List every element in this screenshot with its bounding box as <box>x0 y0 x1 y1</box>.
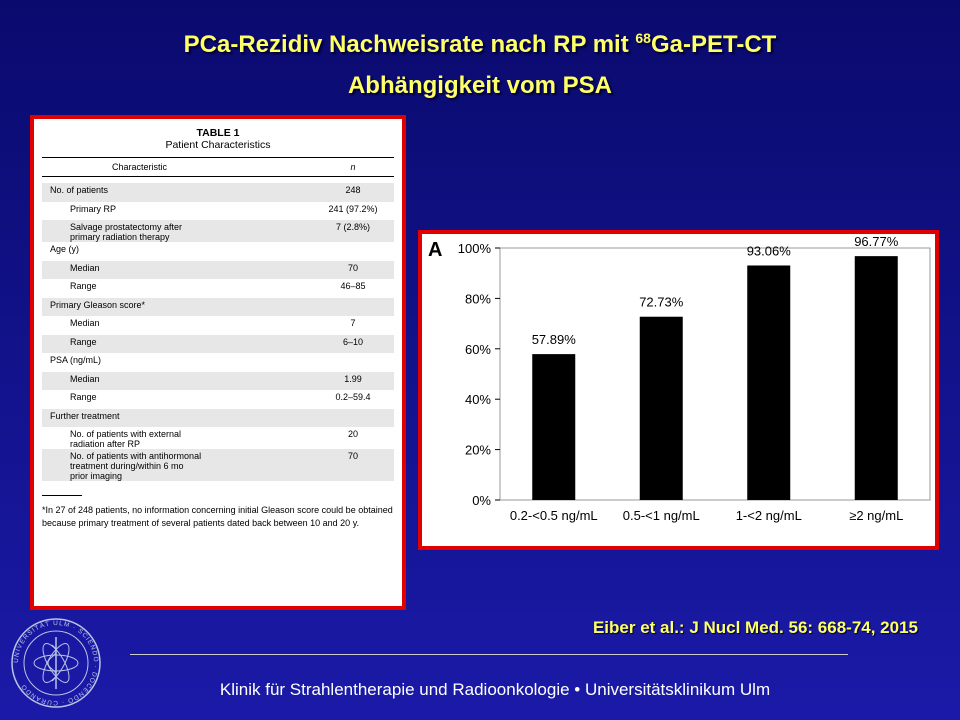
row-label: Range <box>70 392 97 402</box>
row-value: 6–10 <box>342 336 364 347</box>
data-label: 72.73% <box>639 294 684 310</box>
footer-divider <box>130 654 848 655</box>
x-tick-label: 1-<2 ng/mL <box>735 508 802 523</box>
table-row <box>42 390 394 409</box>
row-label: Median <box>70 373 100 384</box>
row-label: Further treatment <box>50 410 120 421</box>
panel-label: A <box>428 239 443 261</box>
table-title: TABLE 1 <box>196 127 240 139</box>
row-value: 248 <box>345 185 361 195</box>
y-tick-label: 60% <box>464 341 491 357</box>
row-value: 7 (2.8%) <box>335 222 370 232</box>
table-row <box>42 316 394 335</box>
row-label: Range <box>70 336 97 347</box>
table-row <box>42 353 394 372</box>
table-row <box>42 220 394 242</box>
row-label: Primary Gleason score* <box>50 299 146 310</box>
footer-text: Klinik für Strahlentherapie und Radioonkologie • Universitätsklinikum Ulm <box>219 680 771 699</box>
row-label: No. of patients with external radiation after RP <box>70 429 182 449</box>
table-row <box>42 202 394 221</box>
data-label: 93.06% <box>746 243 791 259</box>
row-label: Salvage prostatectomy after primary radiation therapy <box>70 222 183 242</box>
table-row <box>42 298 394 317</box>
slide-title: PCa-Rezidiv Nachweisrate nach RP mit $^{68}$Ga-PET-CT <box>183 30 777 58</box>
y-tick-label: 40% <box>464 392 491 408</box>
table-row <box>42 183 394 202</box>
x-tick-label: 0.5-<1 ng/mL <box>622 508 700 523</box>
table-subtitle: Patient Characteristics <box>165 139 271 151</box>
row-label: Age (y) <box>50 244 80 254</box>
bar <box>855 256 898 500</box>
svg-text:UNIVERSITÄT ULM · SCIENDO · DO: UNIVERSITÄT ULM · SCIENDO · DOCENDO · CURANDO <box>12 619 100 707</box>
row-label: Median <box>70 262 100 273</box>
citation: Eiber et al.: J Nucl Med. 56: 668-74, 2015 <box>592 618 918 637</box>
table-footnote: *In 27 of 248 patients, no information concerning initial Gleason score could be obtained because primary treatment of several patients dated back between 10 and 20 y. <box>42 505 393 528</box>
row-value: 0.2–59.4 <box>335 392 371 402</box>
table-row <box>42 427 394 449</box>
row-value: 1.99 <box>344 373 362 384</box>
row-value: 70 <box>347 262 358 273</box>
patient-table <box>42 125 394 530</box>
row-value: 20 <box>347 429 358 439</box>
footnote-divider <box>42 495 82 496</box>
row-label: Median <box>70 318 100 328</box>
row-value: 241 (97.2%) <box>328 203 378 214</box>
table-header <box>42 157 394 177</box>
bar <box>747 265 790 500</box>
data-label: 57.89% <box>531 332 576 348</box>
row-label: No. of patients <box>50 185 109 195</box>
row-label: PSA (ng/mL) <box>50 355 102 365</box>
column-header-characteristic: Characteristic <box>112 162 168 172</box>
bar <box>640 317 683 500</box>
table-row <box>42 242 394 261</box>
row-label: No. of patients with antihormonal treatment during/within 6 mo prior imaging <box>70 451 202 481</box>
y-tick-label: 100% <box>457 241 491 256</box>
y-tick-label: 80% <box>464 291 491 307</box>
x-tick-label: ≥2 ng/mL <box>849 508 904 523</box>
column-header-n: n <box>350 162 356 172</box>
table-row <box>42 449 394 481</box>
patient-table-panel <box>30 115 406 610</box>
row-label: Primary RP <box>70 203 117 214</box>
row-label: Range <box>70 281 97 291</box>
y-tick-label: 0% <box>472 493 491 508</box>
bar <box>532 354 575 500</box>
table-row <box>42 372 394 391</box>
data-label: 96.77% <box>854 234 899 250</box>
row-value: 46–85 <box>340 281 366 291</box>
y-tick-label: 20% <box>464 442 491 458</box>
x-tick-label: 0.2-<0.5 ng/mL <box>509 508 598 523</box>
chart-panel <box>418 230 939 550</box>
row-value: 7 <box>350 318 356 328</box>
slide-subtitle: Abhängigkeit vom PSA <box>347 72 613 99</box>
table-row <box>42 261 394 280</box>
row-value: 70 <box>347 451 358 461</box>
table-body <box>42 183 394 481</box>
table-row <box>42 409 394 428</box>
table-row <box>42 335 394 354</box>
detection-rate-bar-chart <box>422 234 935 546</box>
table-row <box>42 279 394 298</box>
